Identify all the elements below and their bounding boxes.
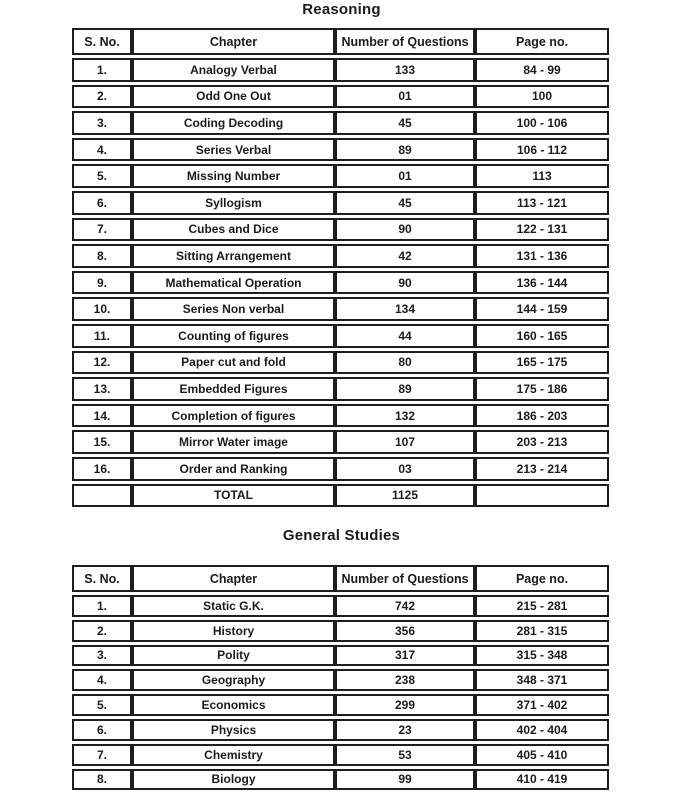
table-cell: Series Non verbal (132, 297, 335, 321)
table-cell: 90 (335, 271, 475, 295)
table-cell: 348 - 371 (475, 669, 609, 691)
column-header-page: Page no. (475, 565, 609, 592)
table-cell: Biology (132, 769, 335, 791)
table-row (72, 297, 609, 321)
table-cell: Odd One Out (132, 85, 335, 109)
table-row (72, 719, 609, 741)
table-row (72, 404, 609, 428)
table-cell: 213 - 214 (475, 457, 609, 481)
table-cell: 6. (72, 191, 132, 215)
table-cell: 53 (335, 744, 475, 766)
table-row (72, 138, 609, 162)
table-cell: 299 (335, 694, 475, 716)
table-cell (475, 484, 609, 508)
header-row (72, 565, 609, 592)
table-cell: Cubes and Dice (132, 218, 335, 242)
table-cell: 100 - 106 (475, 111, 609, 135)
table-cell: 113 (475, 164, 609, 188)
table-cell: Sitting Arrangement (132, 244, 335, 268)
table-cell: Series Verbal (132, 138, 335, 162)
table-row (72, 484, 609, 508)
table-cell: 45 (335, 111, 475, 135)
table-cell: 6. (72, 719, 132, 741)
table-cell: 203 - 213 (475, 430, 609, 454)
table-cell: Completion of figures (132, 404, 335, 428)
column-header-chapter: Chapter (132, 28, 335, 55)
table-cell: 3. (72, 111, 132, 135)
table-row (72, 694, 609, 716)
section-title-general-studies: General Studies (282, 527, 401, 544)
table-cell: Chemistry (132, 744, 335, 766)
table-cell: 215 - 281 (475, 595, 609, 617)
table-cell: 03 (335, 457, 475, 481)
table-cell: 281 - 315 (475, 620, 609, 642)
table-row (72, 58, 609, 82)
table-row (72, 457, 609, 481)
table-row (72, 244, 609, 268)
column-header-chapter: Chapter (132, 565, 335, 592)
table-cell: 136 - 144 (475, 271, 609, 295)
table-cell: 106 - 112 (475, 138, 609, 162)
table-cell: 175 - 186 (475, 377, 609, 401)
table-cell: 01 (335, 85, 475, 109)
table-cell: Order and Ranking (132, 457, 335, 481)
column-header-questions: Number of Questions (335, 28, 475, 55)
reasoning-table (72, 25, 609, 510)
table-cell: Counting of figures (132, 324, 335, 348)
table-row (72, 620, 609, 642)
table-cell: Polity (132, 645, 335, 667)
section-title-reasoning: Reasoning (302, 1, 381, 18)
table-cell: History (132, 620, 335, 642)
table-row (72, 111, 609, 135)
table-cell: 160 - 165 (475, 324, 609, 348)
table-cell: Economics (132, 694, 335, 716)
table-row (72, 769, 609, 791)
table-row (72, 271, 609, 295)
general-studies-table (72, 562, 609, 793)
table-cell: 3. (72, 645, 132, 667)
table-cell: 7. (72, 218, 132, 242)
table-cell: 9. (72, 271, 132, 295)
column-header-sno: S. No. (72, 28, 132, 55)
table-cell: 8. (72, 769, 132, 791)
table-cell: 89 (335, 377, 475, 401)
table-cell: 133 (335, 58, 475, 82)
table-row (72, 645, 609, 667)
table-cell: 315 - 348 (475, 645, 609, 667)
table-cell: 5. (72, 694, 132, 716)
table-cell: Analogy Verbal (132, 58, 335, 82)
table-cell: 7. (72, 744, 132, 766)
table-cell: Static G.K. (132, 595, 335, 617)
table-cell: 144 - 159 (475, 297, 609, 321)
table-cell: 23 (335, 719, 475, 741)
table-cell: 317 (335, 645, 475, 667)
table-cell: 01 (335, 164, 475, 188)
table-cell: Coding Decoding (132, 111, 335, 135)
table-row (72, 744, 609, 766)
table-cell: 14. (72, 404, 132, 428)
table-cell: 131 - 136 (475, 244, 609, 268)
table-cell: 186 - 203 (475, 404, 609, 428)
table-row (72, 595, 609, 617)
table-row (72, 669, 609, 691)
table-cell: 402 - 404 (475, 719, 609, 741)
table-cell: 371 - 402 (475, 694, 609, 716)
table-cell: 410 - 419 (475, 769, 609, 791)
table-cell: Physics (132, 719, 335, 741)
table-cell: 356 (335, 620, 475, 642)
table-cell (72, 484, 132, 508)
table-cell: Geography (132, 669, 335, 691)
table-cell: Mirror Water image (132, 430, 335, 454)
table-cell: 99 (335, 769, 475, 791)
table-row (72, 218, 609, 242)
column-header-questions: Number of Questions (335, 565, 475, 592)
table-cell: 122 - 131 (475, 218, 609, 242)
table-cell: 165 - 175 (475, 351, 609, 375)
table-cell: Syllogism (132, 191, 335, 215)
table-cell: 1. (72, 595, 132, 617)
table-cell: 15. (72, 430, 132, 454)
table-cell: 2. (72, 620, 132, 642)
table-cell: Embedded Figures (132, 377, 335, 401)
table-row (72, 85, 609, 109)
header-row (72, 28, 609, 55)
table-cell: 742 (335, 595, 475, 617)
table-row (72, 430, 609, 454)
table-cell: 4. (72, 138, 132, 162)
table-row (72, 351, 609, 375)
table-row (72, 324, 609, 348)
table-cell: 80 (335, 351, 475, 375)
table-row (72, 377, 609, 401)
table-cell: Missing Number (132, 164, 335, 188)
table-cell: 90 (335, 218, 475, 242)
table-row (72, 191, 609, 215)
table-cell: Mathematical Operation (132, 271, 335, 295)
table-cell: 84 - 99 (475, 58, 609, 82)
table-cell: 44 (335, 324, 475, 348)
table-cell: 405 - 410 (475, 744, 609, 766)
table-cell: 1. (72, 58, 132, 82)
table-cell: 8. (72, 244, 132, 268)
table-cell: 10. (72, 297, 132, 321)
table-cell: 134 (335, 297, 475, 321)
table-cell: 13. (72, 377, 132, 401)
table-cell: 238 (335, 669, 475, 691)
table-cell: 45 (335, 191, 475, 215)
table-cell: 5. (72, 164, 132, 188)
column-header-sno: S. No. (72, 565, 132, 592)
table-cell: 16. (72, 457, 132, 481)
table-cell: 2. (72, 85, 132, 109)
table-cell: 113 - 121 (475, 191, 609, 215)
table-cell: TOTAL (132, 484, 335, 508)
table-cell: 100 (475, 85, 609, 109)
table-cell: 132 (335, 404, 475, 428)
table-cell: 1125 (335, 484, 475, 508)
column-header-page: Page no. (475, 28, 609, 55)
table-cell: 107 (335, 430, 475, 454)
table-cell: 11. (72, 324, 132, 348)
table-row (72, 164, 609, 188)
table-cell: 42 (335, 244, 475, 268)
table-cell: 12. (72, 351, 132, 375)
table-cell: Paper cut and fold (132, 351, 335, 375)
table-cell: 4. (72, 669, 132, 691)
table-cell: 89 (335, 138, 475, 162)
